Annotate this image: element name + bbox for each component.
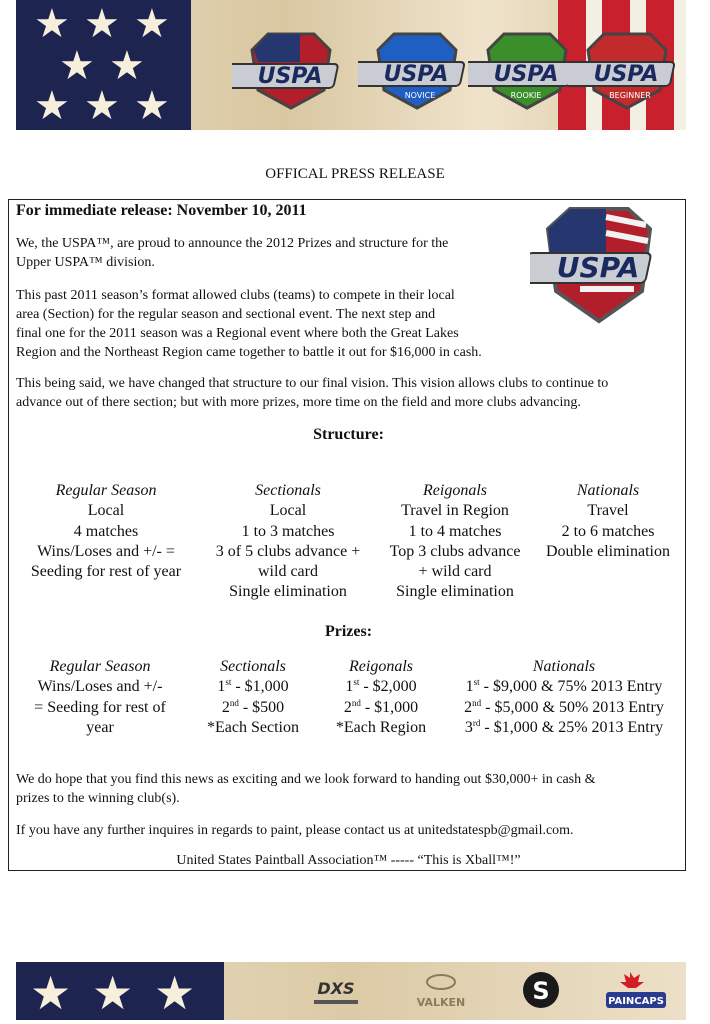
press-release-box <box>8 199 686 871</box>
star-icon: ★ <box>84 83 120 129</box>
stars-field <box>16 962 224 1020</box>
release-label: OFFICAL PRESS RELEASE <box>265 166 445 182</box>
svg-text:ROOKIE: ROOKIE <box>510 91 542 100</box>
paragraph-contact: If you have any further inquires in regards to paint, please contact us at unitedstatespb@gmail.com. <box>16 823 574 838</box>
structure-title: Structure: <box>313 426 384 443</box>
star-icon: ★ <box>34 1 70 47</box>
svg-text:USPA: USPA <box>257 64 323 89</box>
stars-field <box>16 0 191 130</box>
svg-text:S: S <box>532 977 550 1005</box>
prizes-col-sectionals: Sectionals 1st - $1,000 2nd - $500 *Each Section <box>207 658 299 736</box>
uspa-large-logo <box>530 203 668 327</box>
structure-col-regular: Regular Season Local 4 matches Wins/Loses and +/- = Seeding for rest of year <box>30 482 182 581</box>
svg-text:BEGINNER: BEGINNER <box>609 91 651 100</box>
svg-text:USPA: USPA <box>383 62 449 87</box>
uspa-logo <box>232 28 350 112</box>
top-banner <box>16 0 686 130</box>
star-icon: ★ <box>30 966 72 1020</box>
svg-text:DXS: DXS <box>317 979 355 998</box>
star-icon: ★ <box>59 43 95 89</box>
prizes-col-regular: Regular Season Wins/Loses and +/- = Seeding for rest of year <box>34 658 166 736</box>
uspa-novice-logo <box>358 28 476 112</box>
svg-text:USPA: USPA <box>593 62 659 87</box>
bottom-banner <box>16 962 686 1020</box>
paragraph-history: This past 2011 season’s format allowed clubs (teams) to compete in their local area (Section) for the regular season and sectional event. The next step and final one for the 2011 season was a Regional event where both the Great Lakes Region and the Northeast Region came together to battle it out for $16,000 in cash. <box>16 288 482 360</box>
paragraph-intro: We, the USPA™, are proud to announce the 2012 Prizes and structure for the Upper USPA™ division. <box>16 236 449 270</box>
star-icon: ★ <box>109 43 145 89</box>
svg-text:USPA: USPA <box>556 251 640 284</box>
svg-text:USPA: USPA <box>493 62 559 87</box>
sponsor-logo-4 <box>600 968 672 1014</box>
star-icon: ★ <box>154 966 196 1020</box>
sponsor-logo-2 <box>404 968 478 1014</box>
structure-col-sectionals: Sectionals Local 1 to 3 matches 3 of 5 clubs advance + wild card Single elimination <box>215 482 361 601</box>
prizes-col-regionals: Reigonals 1st - $2,000 2nd - $1,000 *Each Region <box>335 658 427 736</box>
paragraph-vision: This being said, we have changed that structure to our final vision. This vision allows clubs to continue to advance out of there section; but with more prizes, more time on the field and more clubs advancing. <box>16 376 609 410</box>
svg-text:VALKEN: VALKEN <box>416 996 466 1009</box>
star-icon: ★ <box>34 83 70 129</box>
star-icon: ★ <box>92 966 134 1020</box>
sponsor-logo-3 <box>516 968 566 1014</box>
prizes-col-nationals: Nationals 1st - $9,000 & 75% 2013 Entry 2nd - $5,000 & 50% 2013 Entry 3rd - $1,000 & 25% 2013 Entry <box>464 658 664 736</box>
structure-col-regionals: Reigonals Travel in Region 1 to 4 matches Top 3 clubs advance + wild card Single elimination <box>389 482 521 601</box>
uspa-beginner-logo <box>568 28 686 112</box>
star-icon: ★ <box>134 1 170 47</box>
paragraph-closing: We do hope that you find this news as exciting and we look forward to handing out $30,000+ in cash & prizes to the winning club(s). <box>16 772 596 806</box>
structure-col-nationals: Nationals Travel 2 to 6 matches Double elimination <box>546 482 670 560</box>
signature-line: United States Paintball Association™ ----- “This is Xball™!” <box>176 853 521 868</box>
sponsor-logo-1 <box>304 968 368 1014</box>
prizes-title: Prizes: <box>324 623 373 640</box>
star-icon: ★ <box>84 1 120 47</box>
star-icon: ★ <box>134 83 170 129</box>
svg-text:NOVICE: NOVICE <box>404 91 436 100</box>
svg-text:PAINCAPS: PAINCAPS <box>608 996 664 1007</box>
headline: For immediate release: November 10, 2011 <box>16 202 307 219</box>
